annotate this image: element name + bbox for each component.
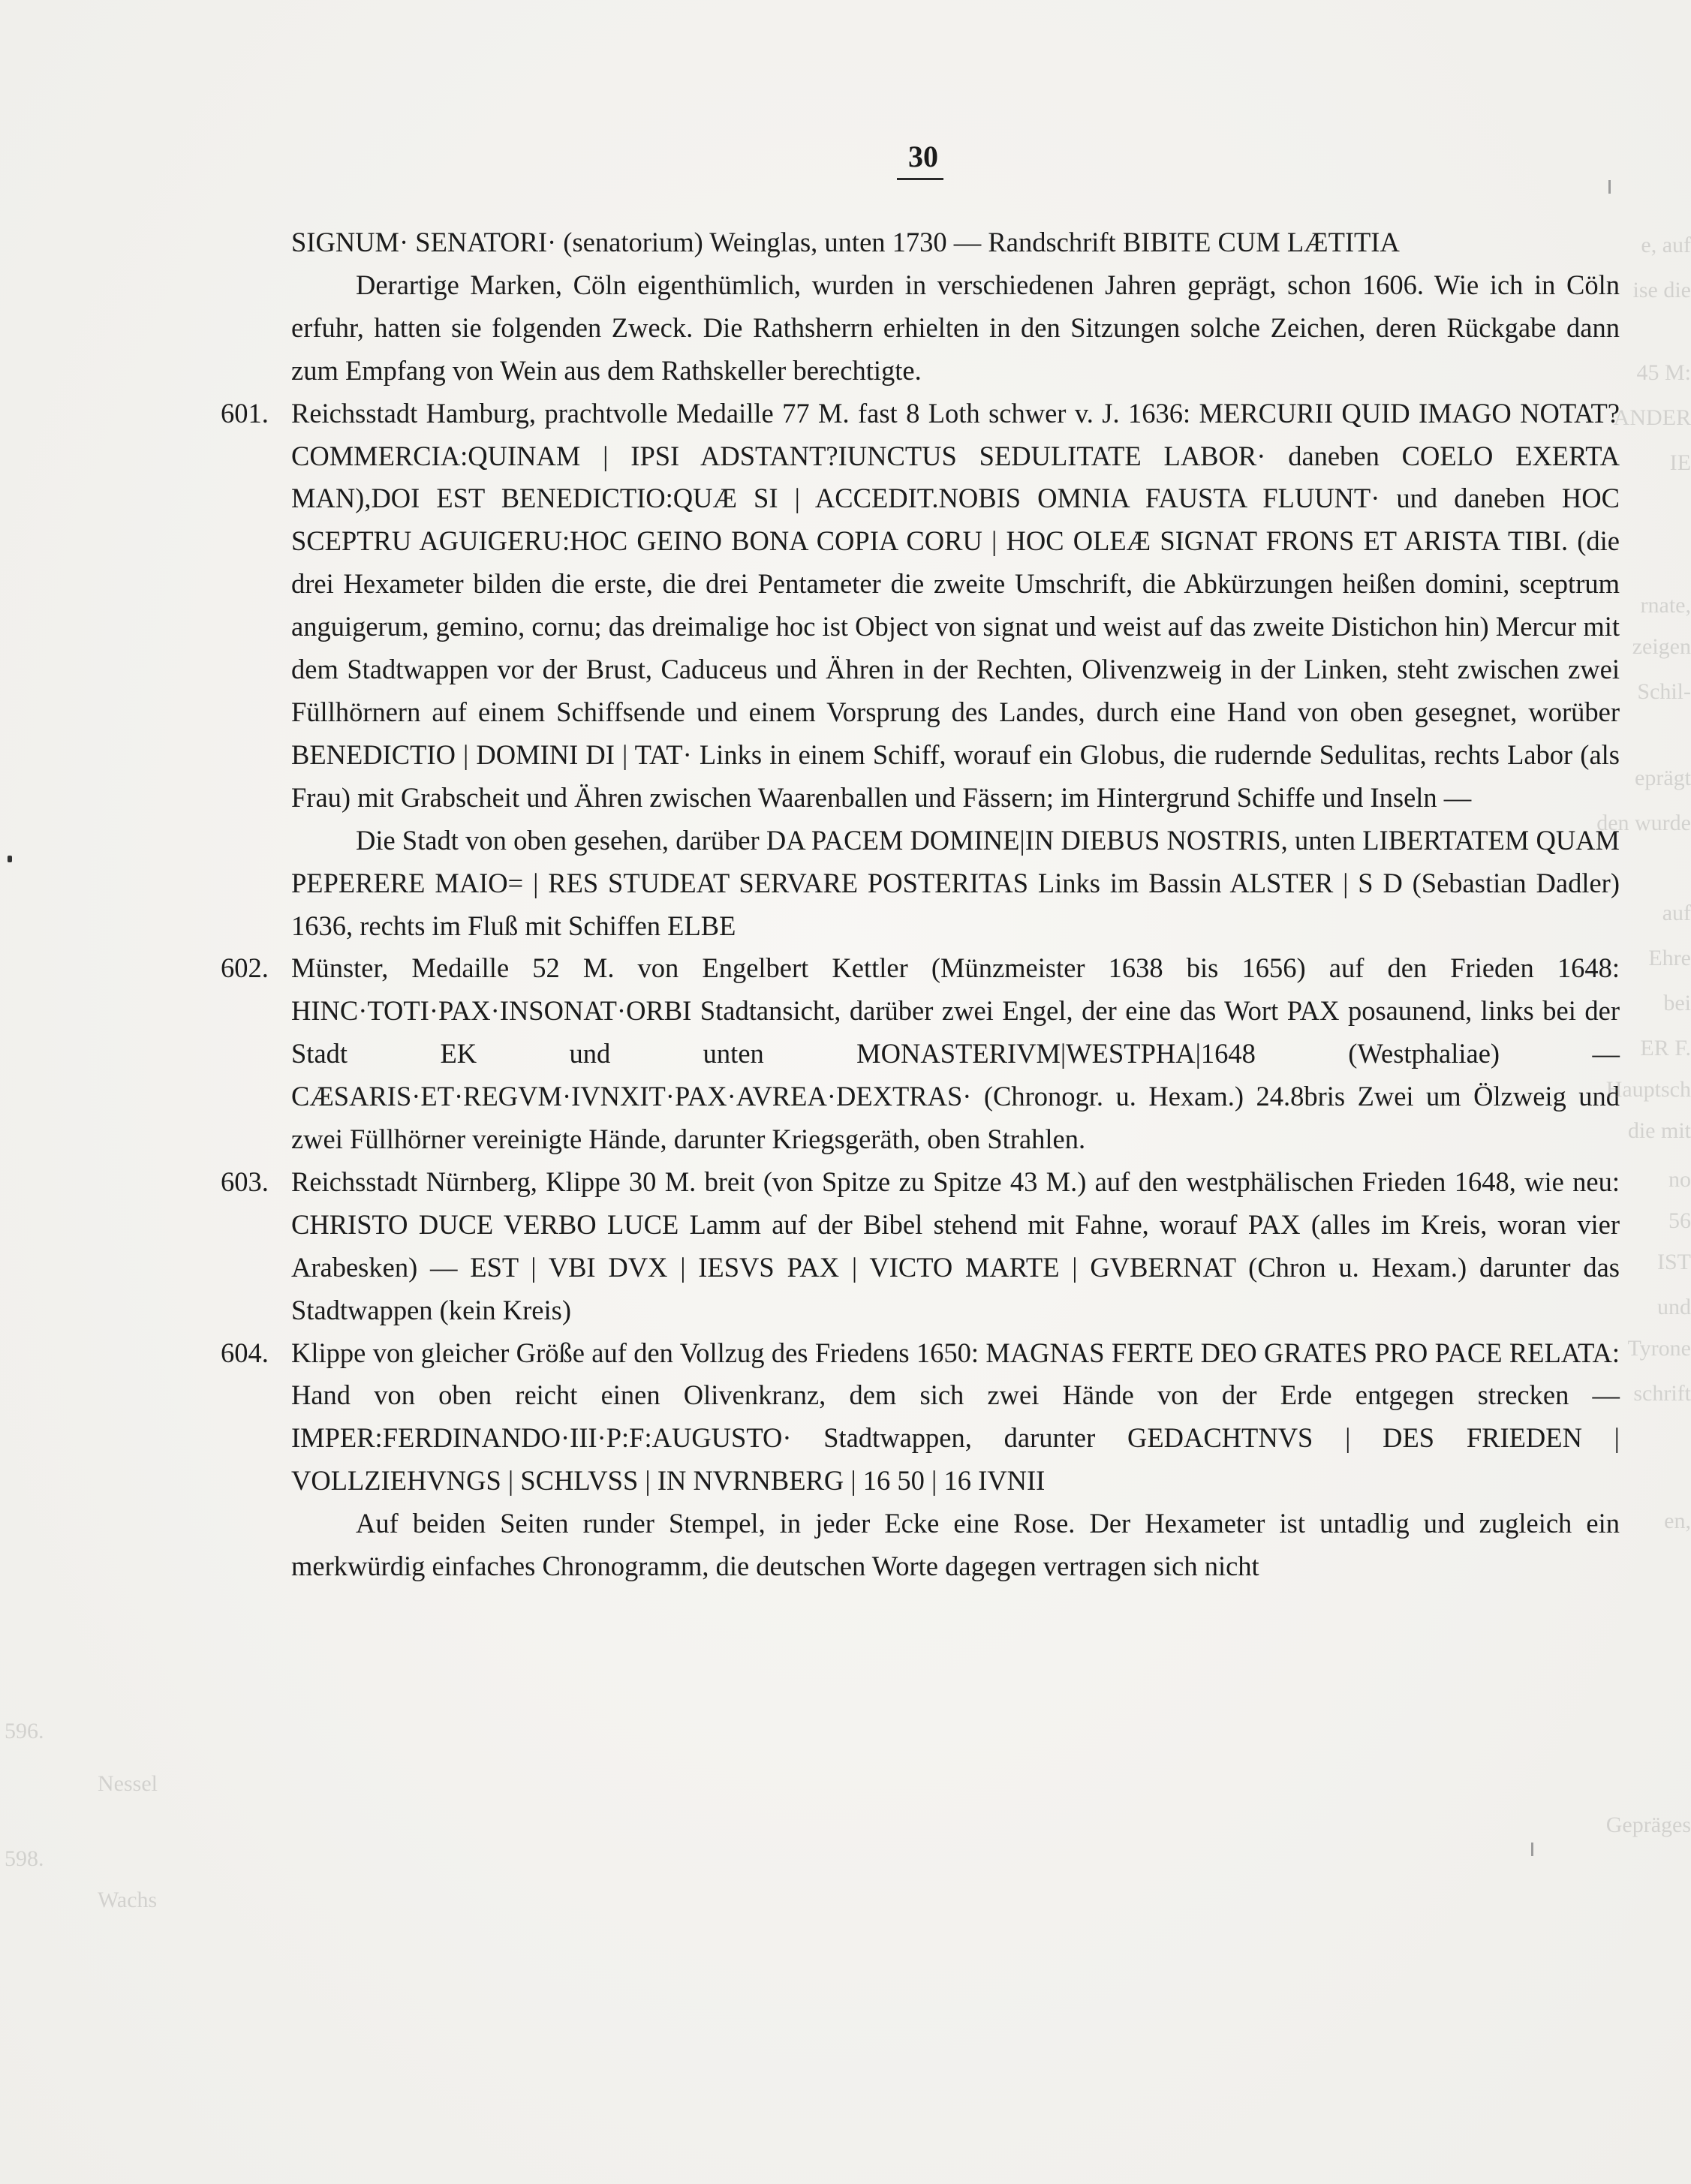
entry-604: [221, 1332, 1620, 1503]
entry-number: 603.: [221, 1166, 269, 1197]
bleed-text: den wurde: [1596, 811, 1691, 835]
paragraph-marken: [291, 264, 1620, 393]
bleed-text: und: [1657, 1295, 1691, 1319]
bleed-text: IE: [1669, 450, 1691, 475]
bleed-text: IST: [1657, 1250, 1691, 1274]
bleed-text: Hauptsch: [1605, 1077, 1691, 1102]
bleed-text: 596.: [5, 1719, 44, 1743]
bleed-text: die mit: [1627, 1118, 1691, 1143]
bleed-text: no: [1668, 1167, 1691, 1192]
bleed-text: ER F.: [1640, 1036, 1691, 1060]
bleed-text: 56: [1668, 1208, 1691, 1233]
bleed-text: rnate,: [1640, 593, 1691, 618]
paragraph-text: Die Stadt von oben gesehen, darüber DA PACEM DOMINE|IN DIEBUS NOSTRIS, unten LIBERTATEM QUAM PEPERERE MAIO= | RES STUDEAT SERVARE POSTERITAS Links im Bassin ALSTER | S D (Sebastian Dadler) 1636, rechts im Fluß mit Schiffen ELBE: [291, 824, 1620, 941]
margin-speck: [8, 856, 12, 862]
paragraph-stempel: [291, 1503, 1620, 1588]
paragraph-text: Reichsstadt Hamburg, prachtvolle Medaille 77 M. fast 8 Loth schwer v. J. 1636: MERCURII QUID IMAGO NOTAT?COMMERCIA:QUINAM | IPSI ADSTANT?IUNCTUS SEDULITATE LABOR· daneben COELO EXERTA MAN),DOI EST BENEDICTIO:QUÆ SI | ACCEDIT.NOBIS OMNIA FAUSTA FLUUNT· und daneben HOC SCEPTRU AGUIGERU:HOC GEINO BONA COPIA CORU | HOC OLEÆ SIGNAT FRONS ET ARISTA TIBI. (die drei Hexameter bilden die erste, die drei Pentameter die zweite Umschrift, die Abkürzungen heißen domini, sceptrum anguigerum, gemino, cornu; das dreimalige hoc ist Object von signat und weist auf das zweite Distichon hin) Mercur mit dem Stadtwappen vor der Brust, Caduceus und Ähren in der Rechten, Olivenzweig in der Linken, steht zwischen zwei Füllhörnern auf einem Schiffsende und einem Vorsprung des Landes, durch eine Hand von oben gesegnet, worüber BENEDICTIO | DOMINI DI | TAT· Links in einem Schiff, worauf ein Globus, die rudernde Sedulitas, rechts Labor (als Frau) mit Grabscheit und Ähren zwischen Waarenballen und Fässern; im Hintergrund Schiffe und Inseln —: [291, 397, 1620, 813]
page-body: [221, 221, 1620, 1588]
bleed-text: Tyrone: [1627, 1336, 1691, 1361]
edge-mark: [1531, 1843, 1533, 1856]
page-number-underline: [897, 178, 943, 180]
bleed-text: 598.: [5, 1846, 44, 1871]
bleed-text: auf: [1662, 901, 1691, 925]
paragraph-text: Auf beiden Seiten runder Stempel, in jeder Ecke eine Rose. Der Hexameter ist untadlig und zugleich ein merkwürdig einfaches Chronogramm, die deutschen Worte dagegen vertragen sich nicht: [291, 1508, 1620, 1582]
entry-602: [221, 947, 1620, 1161]
paragraph-text: Münster, Medaille 52 M. von Engelbert Kettler (Münzmeister 1638 bis 1656) auf den Frieden 1648: HINC·TOTI·PAX·INSONAT·ORBI Stadtansicht, darüber zwei Engel, der eine das Wort PAX posaunend, links bei der Stadt EK und unten MONASTERIVM|WESTPHA|1648 (Westphaliae) — CÆSARIS·ET·REGVM·IVNXIT·PAX·AVREA·DEXTRAS· (Chronogr. u. Hexam.) 24.8bris Zwei um Ölzweig und zwei Füllhörner vereinigte Hände, darunter Kriegsgeräth, oben Strahlen.: [291, 952, 1620, 1155]
bleed-text: e, auf: [1641, 233, 1691, 257]
paragraph-stadt: [291, 820, 1620, 948]
bleed-text: Wachs: [98, 1888, 158, 1912]
bleed-text: Nessel: [98, 1771, 158, 1796]
paragraph-text: Derartige Marken, Cöln eigenthümlich, wurden in verschiedenen Jahren geprägt, schon 1606. Wie ich in Cöln erfuhr, hatten sie folgenden Zweck. Die Rathsherrn erhielten in den Sitzungen solche Zeichen, deren Rückgabe dann zum Empfang von Wein aus dem Rathskeller berechtigte.: [291, 269, 1620, 386]
entry-603: [221, 1161, 1620, 1332]
bleed-text: eprägt: [1635, 766, 1691, 790]
entry-number: 602.: [221, 952, 269, 984]
bleed-text: 45 M:: [1636, 360, 1691, 385]
page-number: 30: [908, 140, 938, 173]
paragraph-text: SIGNUM· SENATORI· (senatorium) Weinglas, unten 1730 — Randschrift BIBITE CUM LÆTITIA: [291, 227, 1400, 257]
edge-mark: [1608, 180, 1611, 194]
bleed-text: en,: [1664, 1509, 1691, 1533]
paragraph-text: Klippe von gleicher Größe auf den Vollzug des Friedens 1650: MAGNAS FERTE DEO GRATES PRO PACE RELATA: Hand von oben reicht einen Olivenkranz, dem sich zwei Hände von der Erde entgegen strecken — IMPER:FERDINANDO·III·P:F:AUGUSTO· Stadtwappen, darunter GEDACHTNVS | DES FRIEDEN | VOLLZIEHVNGS | SCHLVSS | IN NVRNBERG | 16 50 | 16 IVNII: [291, 1337, 1620, 1497]
bleed-text: Ehre: [1648, 946, 1691, 970]
bleed-text: ise die: [1632, 278, 1691, 302]
bleed-text: zeigen: [1632, 634, 1691, 659]
bleed-text: ANDER: [1613, 405, 1691, 430]
bleed-text: schrift: [1633, 1381, 1691, 1406]
entry-601: [221, 393, 1620, 820]
bleed-text: Gepräges: [1605, 1812, 1691, 1837]
bleed-text: bei: [1663, 991, 1691, 1015]
entry-number: 601.: [221, 397, 269, 429]
entry-number: 604.: [221, 1337, 269, 1368]
paragraph-text: Reichsstadt Nürnberg, Klippe 30 M. breit (von Spitze zu Spitze 43 M.) auf den westphälischen Frieden 1648, wie neu: CHRISTO DUCE VERBO LUCE Lamm auf der Bibel stehend mit Fahne, worauf PAX (alles im Kreis, woran vier Arabesken) — EST | VBI DVX | IESVS PAX | VICTO MARTE | GVBERNAT (Chron u. Hexam.) darunter das Stadtwappen (kein Kreis): [291, 1166, 1620, 1325]
bleed-text: Schil-: [1637, 679, 1691, 704]
paragraph-signum: [291, 221, 1620, 264]
